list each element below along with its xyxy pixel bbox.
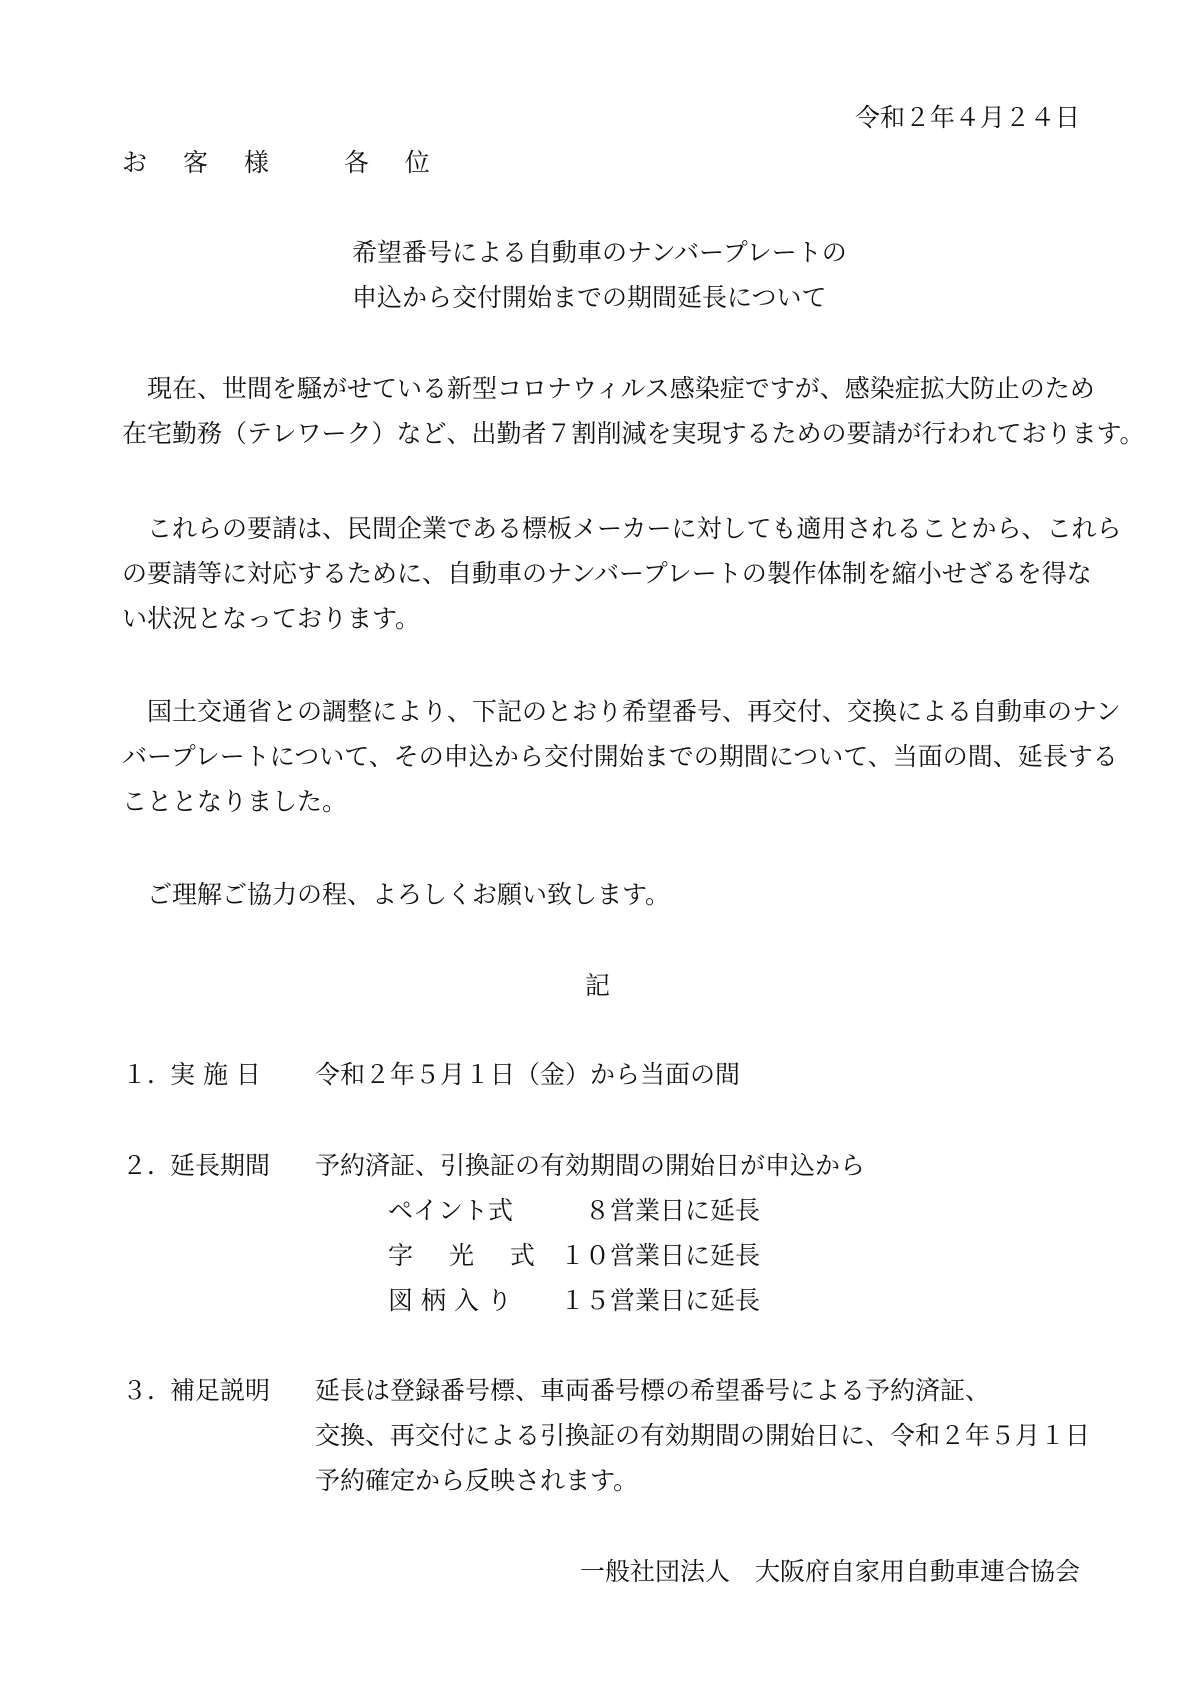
document-date: 令和２年４月２４日 (854, 103, 1080, 132)
item-3-label: 補足説明 (170, 1376, 271, 1405)
paragraph-line: ご理解ご協力の程、よろしくお願い致します。 (122, 880, 671, 909)
plate-days-illuminated: １０営業日に延長 (560, 1241, 761, 1270)
paragraph-line: バープレートについて、その申込から交付開始までの期間について、当面の間、延長する (122, 742, 1118, 771)
addressee: お 客 様 各 位 (122, 148, 444, 177)
item-3-line-2: 交換、再交付による引換証の有効期間の開始日に、令和２年５月１日 (315, 1421, 1091, 1450)
item-2-label: 延長期間 (170, 1151, 271, 1180)
paragraph-1 (122, 366, 1145, 456)
paragraph-line: 国土交通省との調整により、下記のとおり希望番号、再交付、交換による自動車のナン (122, 697, 1121, 726)
plate-days-paint: ８営業日に延長 (560, 1196, 761, 1225)
title-line-2: 申込から交付開始までの期間延長について (352, 283, 827, 312)
paragraph-line: の要請等に対応するために、自動車のナンバープレートの製作体制を縮小せざるを得な (122, 559, 1092, 588)
paragraph-line: こととなりました。 (122, 787, 348, 816)
paragraph-line: 現在、世間を騒がせている新型コロナウィルス感染症ですが、感染症拡大防止のため (122, 374, 1095, 403)
plate-type-illuminated: 字 光 式 (388, 1241, 549, 1270)
title-line-1: 希望番号による自動車のナンバープレートの (352, 238, 847, 267)
item-2-text: 予約済証、引換証の有効期間の開始日が申込から (315, 1151, 866, 1180)
item-1-text: 令和２年５月１日（金）から当面の間 (315, 1060, 741, 1089)
plate-type-design: 図 柄 入 り (388, 1286, 512, 1315)
item-3-line-1: 延長は登録番号標、車両番号標の希望番号による予約済証、 (315, 1376, 991, 1405)
item-1-number: １． (122, 1060, 173, 1089)
paragraph-3 (122, 689, 1121, 824)
item-3-number: ３． (122, 1376, 173, 1405)
item-2-number: ２． (122, 1151, 173, 1180)
paragraph-line: 在宅勤務（テレワーク）など、出勤者７割削減を実現するための要請が行われております。 (122, 419, 1145, 448)
paragraph-2 (122, 506, 1122, 641)
organization-name: 一般社団法人 大阪府自家用自動車連合協会 (579, 1557, 1080, 1586)
paragraph-line: これらの要請は、民間企業である標板メーカーに対しても適用されることから、これら (122, 514, 1122, 543)
item-1-label: 実 施 日 (170, 1060, 261, 1089)
ki-heading: 記 (585, 971, 611, 1000)
paragraph-line: い状況となっております。 (122, 604, 421, 633)
plate-days-design: １５営業日に延長 (560, 1286, 761, 1315)
document-title (352, 230, 847, 320)
plate-type-paint: ペイント式 (388, 1196, 514, 1225)
item-3-line-3: 予約確定から反映されます。 (315, 1466, 639, 1495)
paragraph-4 (122, 872, 1082, 917)
